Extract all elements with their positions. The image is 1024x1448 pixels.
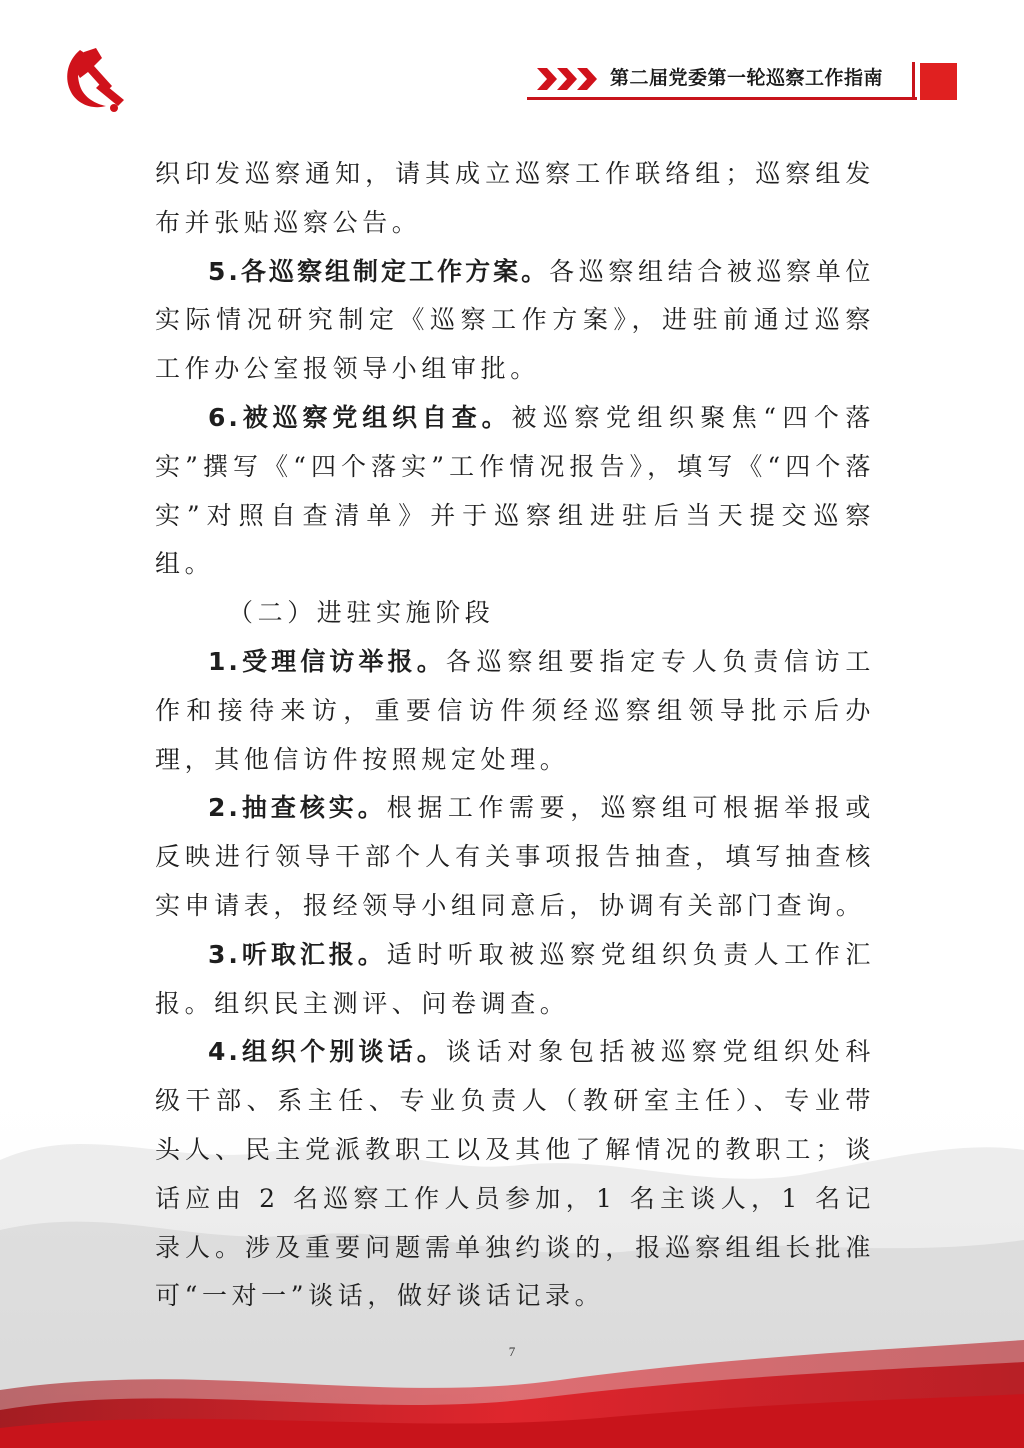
header-divider	[912, 62, 915, 100]
paragraph	[155, 784, 875, 930]
paragraph-heading: 4.组织个别谈话。	[208, 1037, 446, 1067]
document-header-title: 第二届党委第一轮巡察工作指南	[610, 67, 884, 89]
party-emblem-icon	[62, 44, 128, 114]
document-body	[155, 150, 875, 1321]
paragraph	[155, 394, 875, 589]
paragraph	[155, 638, 875, 784]
paragraph	[155, 1028, 875, 1321]
paragraph-text: 谈话对象包括被巡察党组织处科级干部、系主任、专业负责人（教研室主任）、专业带头人、民主党派教职工以及其他了解情况的教职工；谈话应由 2 名巡察工作人员参加，1 名主谈人，1 名记录人。涉及重要问题需单独约谈的，报巡察组组长批准可“一对一”谈话，做好谈话记录。	[155, 1037, 875, 1311]
paragraph-text: 根据工作需要，巡察组可根据举报或反映进行领导干部个人有关事项报告抽查，填写抽查核实申请表，报经领导小组同意后，协调有关部门查询。	[155, 793, 875, 920]
paragraph-heading: 3.听取汇报。	[208, 939, 387, 969]
paragraph-heading: 6.被巡察党组织自查。	[208, 402, 512, 432]
paragraph-text: （二）进驻实施阶段	[228, 598, 495, 628]
paragraph	[155, 150, 875, 248]
header-red-block	[920, 63, 957, 100]
chevron-arrows-icon	[535, 66, 607, 92]
section-subheading	[155, 589, 875, 638]
page-number: 7	[508, 1344, 516, 1359]
paragraph-text: 被巡察党组织聚焦“四个落实”撰写《“四个落实”工作情况报告》，填写《“四个落实”对照自查清单》并于巡察组进驻后当天提交巡察组。	[155, 402, 875, 579]
paragraph	[155, 248, 875, 394]
paragraph-heading: 2.抽查核实。	[208, 793, 387, 823]
paragraph-text: 各巡察组结合被巡察单位实际情况研究制定《巡察工作方案》，进驻前通过巡察工作办公室报领导小组审批。	[155, 256, 875, 384]
red-ribbon-decoration	[0, 1310, 1024, 1448]
paragraph-text: 适时听取被巡察党组织负责人工作汇报。组织民主测评、问卷调查。	[155, 939, 875, 1018]
paragraph-heading: 5.各巡察组制定工作方案。	[208, 256, 550, 286]
paragraph-heading: 1.受理信访举报。	[208, 646, 446, 676]
header-underline	[527, 97, 917, 100]
paragraph	[155, 931, 875, 1029]
paragraph-text: 各巡察组要指定专人负责信访工作和接待来访，重要信访件须经巡察组领导批示后办理，其他信访件按照规定处理。	[155, 646, 875, 774]
paragraph-text: 织印发巡察通知，请其成立巡察工作联络组；巡察组发布并张贴巡察公告。	[155, 159, 875, 237]
